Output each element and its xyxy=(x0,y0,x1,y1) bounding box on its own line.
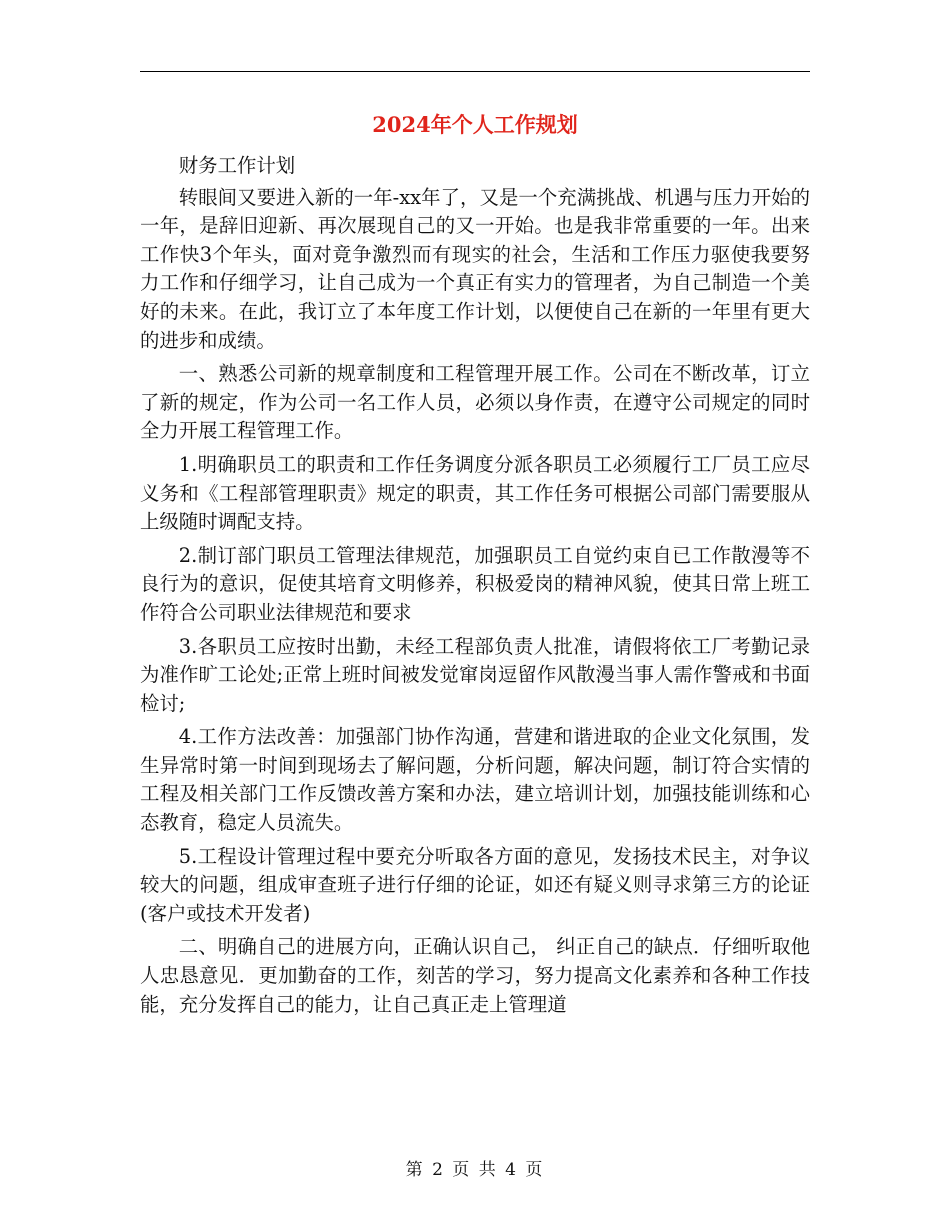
paragraph-item-3: 3.各职员工应按时出勤，未经工程部负责人批准，请假将依工厂考勤记录为准作旷工论处;正常上班时间被发觉窜岗逗留作风散漫当事人需作警戒和书面检讨; xyxy=(140,634,810,715)
paragraph-section-heading: 财务工作计划 xyxy=(178,154,296,177)
paragraph-intro: 转眼间又要进入新的一年-xx年了，又是一个充满挑战、机遇与压力开始的一年，是辞旧迎新、再次展现自己的又一开始。也是我非常重要的一年。出来工作快3个年头，面对竟争激烈而有现实的社会，生活和工作压力驱使我要努力工作和仔细学习，让自己成为一个真正有实力的管理者，为自己制造一个美好的未来。在此，我订立了本年度工作计划，以便使自己在新的一年里有更大的进步和成绩。 xyxy=(140,185,810,352)
page-title: 2024年个人工作规划 xyxy=(372,112,578,137)
paragraph-item-1: 1.明确职员工的职责和工作任务调度分派各职员工必须履行工厂员工应尽义务和《工程部管理职责》规定的职责，其工作任务可根据公司部门需要服从上级随时调配支持。 xyxy=(140,452,810,534)
paragraph-item-4: 4.工作方法改善：加强部门协作沟通，营建和谐进取的企业文化氛围，发生异常时第一时间到现场去了解问题，分析问题，解决问题，制订符合实情的工程及相关部门工作反馈改善方案和办法，建立培训计划，加强技能训练和心态教育，稳定人员流失。 xyxy=(140,725,810,835)
paragraph-section-two: 二、明确自己的进展方向，正确认识自己， 纠正自己的缺点．仔细听取他人忠恳意见．更加勤奋的工作，刻苦的学习，努力提高文化素养和各种工作技能，充分发挥自己的能力，让自己真正走上管理道 xyxy=(140,935,810,1016)
paragraph-item-2: 2.制订部门职员工管理法律规范，加强职员工自觉约束自已工作散漫等不良行为的意识，促使其培育文明修养，积极爱岗的精神风貌，使其日常上班工作符合公司职业法律规范和要求 xyxy=(140,543,810,624)
document-body xyxy=(140,152,810,1024)
page-number-footer: 第 2 页 共 4 页 xyxy=(405,1160,545,1180)
paragraph-section-one: 一、熟悉公司新的规章制度和工程管理开展工作。公司在不断改革，订立了新的规定，作为公司一名工作人员，必须以身作责，在遵守公司规定的同时全力开展工程管理工作。 xyxy=(140,362,810,443)
paragraph-item-5: 5.工程设计管理过程中要充分听取各方面的意见，发扬技术民主，对争议较大的问题，组成审查班子进行仔细的论证，如还有疑义则寻求第三方的论证(客户或技术开发者) xyxy=(140,844,810,925)
header-rule xyxy=(140,71,810,72)
